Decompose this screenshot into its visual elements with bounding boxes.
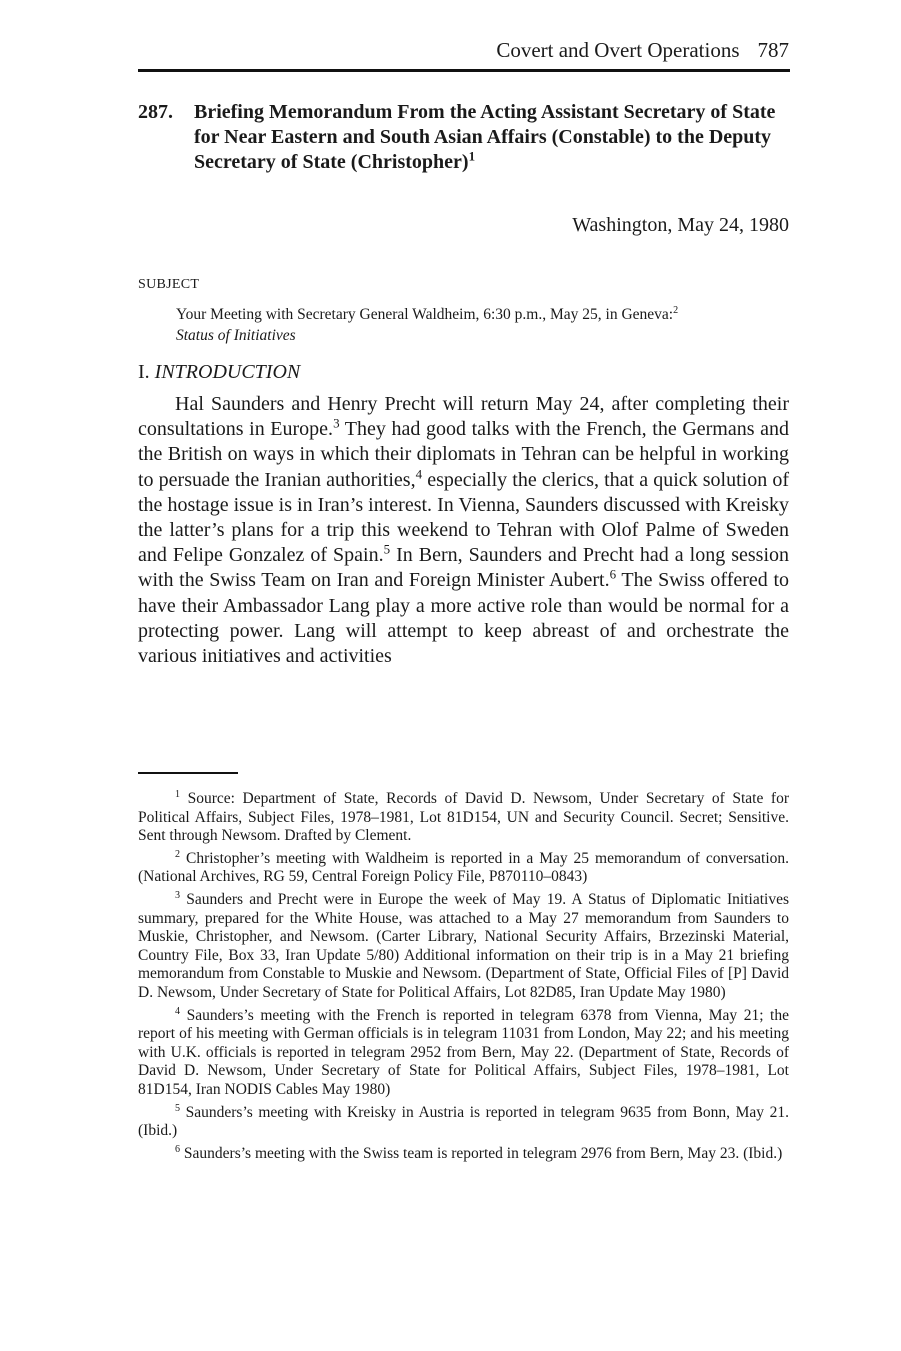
footnote-number: 6: [175, 1143, 181, 1155]
footnote: [138, 891, 789, 1003]
footnote: [138, 1104, 789, 1141]
footnote-text: Source: Department of State, Records of David D. Newsom, Under Secretary of State for Political Affairs, Subject Files, 1978–1981, Lot 81D154, UN and Security Council. Secret; Sensitive. Sent through Newsom. Drafted by Clement.: [138, 790, 790, 845]
footnote-number: 2: [175, 848, 181, 860]
running-header: [138, 36, 789, 64]
subject-line-2: Status of Initiatives: [176, 327, 296, 344]
header-rule: [138, 69, 790, 72]
footnote-text: Saunders and Precht were in Europe the week of May 19. A Status of Diplomatic Initiatives summary, prepared for the White House, was attached to a May 27 memorandum from Saunders to Muskie, Christopher, and Newsom. (Carter Library, National Security Affairs, Brzezinski Material, Country File, Box 33, Iran Update 5/80) Additional information on their trip is in a May 21 briefing memorandum from Constable to Muskie and Newsom. (Department of State, Official Files of [P] David D. Newsom, Under Secretary of State for Political Affairs, Lot 82D85, Iran Update May 1980): [138, 890, 790, 1001]
subject-line-1: Your Meeting with Secretary General Waldheim, 6:30 p.m., May 25, in Geneva:: [176, 306, 674, 323]
footnote-text: Saunders’s meeting with Kreisky in Austria is reported in telegram 9635 from Bonn, May 21. (Ibid.): [138, 1103, 790, 1140]
footnote-ref-2[interactable]: 2: [673, 304, 679, 316]
footnote-ref-3[interactable]: 3: [333, 415, 340, 431]
section-number: I.: [138, 361, 150, 383]
body-segment: In Bern, Saunders and Precht had a long session with the Swiss Team on Iran and Foreign Minister Aubert.: [138, 544, 790, 592]
footnote: [138, 790, 789, 846]
footnote-number: 4: [175, 1005, 181, 1017]
subject-label: SUBJECT: [138, 277, 200, 292]
footnote-ref-5[interactable]: 5: [383, 541, 391, 557]
page-number: 787: [757, 38, 789, 62]
footnote-number: 5: [175, 1102, 181, 1114]
body-segment: especially the clerics, that a quick solution of the hostage issue is in Iran’s interest. In Vienna, Saunders discussed with Kreisky the latter’s plans for a trip this weekend to Tehran with Olof Palme of Sweden and Felipe Gonzalez of Spain.: [138, 468, 789, 567]
body-segment: The Swiss offered to have their Ambassador Lang play a more active role than would be normal for a protecting power. Lang will attempt to keep abreast of and orchestrate the various initiatives and activities: [138, 569, 789, 668]
document-title: [194, 100, 789, 175]
body-paragraph: [138, 392, 789, 669]
footnote-ref-4[interactable]: 4: [415, 465, 423, 481]
document-heading: [138, 100, 789, 175]
footnote: [138, 850, 789, 887]
dateline: Washington, May 24, 1980: [572, 214, 789, 236]
footnote-number: 3: [175, 889, 181, 901]
section-label: INTRODUCTION: [154, 361, 301, 383]
footnote-number: 1: [175, 788, 181, 800]
footnote: [138, 1145, 789, 1164]
footnote-ref-1[interactable]: 1: [468, 148, 476, 164]
body-segment: Hal Saunders and Henry Precht will return May 24, after completing their consultations in Europe.: [138, 393, 789, 441]
footnote-ref-6[interactable]: 6: [609, 566, 617, 582]
document-number: 287.: [138, 101, 173, 123]
footnote-text: Saunders’s meeting with the French is reported in telegram 6378 from Vienna, May 21; the report of his meeting with German officials is in telegram 11031 from London, May 22; and his meeting with U.K. officials is reported in telegram 2952 from Bern, May 22. (Department of State, Records of David D. Newsom, Under Secretary of State for Political Affairs, Subject Files, 1978–1981, Lot 81D154, Iran NODIS Cables May 1980): [138, 1006, 789, 1098]
section-heading: [138, 359, 300, 385]
footnote: [138, 1007, 789, 1100]
document-title-text: Briefing Memorandum From the Acting Assistant Secretary of State for Near Eastern and South Asian Affairs (Constable) to the Deputy Secretary of State (Christopher): [194, 101, 776, 173]
footnote-text: Christopher’s meeting with Waldheim is reported in a May 25 memorandum of conversation. (National Archives, RG 59, Central Foreign Policy File, P870110–0843): [138, 849, 789, 886]
subject-text: [176, 304, 790, 346]
running-title: Covert and Overt Operations: [496, 38, 740, 62]
footnote-rule: [138, 772, 238, 774]
footnotes: [138, 790, 789, 1167]
body-segment: They had good talks with the French, the Germans and the British on ways in which their diplomats in Tehran can be helpful in working to persuade the Iranian authorities,: [138, 418, 789, 491]
footnote-text: Saunders’s meeting with the Swiss team is reported in telegram 2976 from Bern, May 23. (Ibid.): [183, 1144, 783, 1162]
